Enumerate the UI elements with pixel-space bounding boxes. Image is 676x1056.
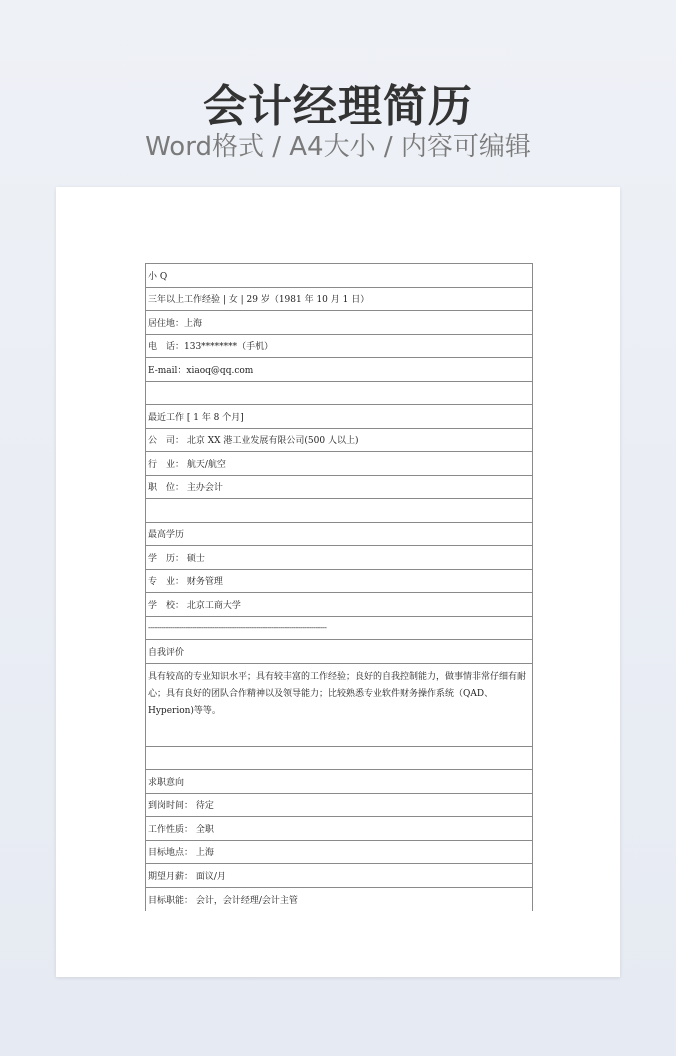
resume-row-email: E-mail：xiaoq@qq.com [146, 358, 532, 382]
resume-row-self-evaluation-heading: 自我评价 [146, 640, 532, 664]
resume-row-school: 学 校： 北京工商大学 [146, 593, 532, 617]
resume-row-position: 职 位： 主办会计 [146, 476, 532, 500]
resume-row-job-type: 工作性质： 全职 [146, 817, 532, 841]
resume-row-expected-salary: 期望月薪： 面议/月 [146, 864, 532, 888]
page-subtitle: Word格式 / A4大小 / 内容可编辑 [145, 132, 531, 162]
resume-row-start-time: 到岗时间： 待定 [146, 794, 532, 818]
resume-row-name: 小 Q [146, 264, 532, 288]
resume-row-industry: 行 业： 航天/航空 [146, 452, 532, 476]
resume-row-experience-summary: 三年以上工作经验 | 女 | 29 岁（1981 年 10 月 1 日） [146, 288, 532, 312]
resume-row-job-intention-heading: 求职意向 [146, 770, 532, 794]
resume-row-target-function: 目标职能： 会计，会计经理/会计主管 [148, 895, 298, 906]
resume-row-education-heading: 最高学历 [146, 523, 532, 547]
resume-row-blank [146, 747, 532, 771]
resume-row-residence: 居住地：上海 [146, 311, 532, 335]
resume-row-company: 公 司： 北京 XX 港工业发展有限公司(500 人以上) [146, 429, 532, 453]
resume-row-degree: 学 历： 硕士 [146, 546, 532, 570]
resume-row-recent-work: 最近工作 [ 1 年 8 个月] [146, 405, 532, 429]
resume-table [145, 263, 533, 911]
resume-row-blank [146, 499, 532, 523]
resume-row-blank [146, 382, 532, 406]
document-page [56, 187, 620, 977]
resume-row-target-location: 目标地点： 上海 [146, 841, 532, 865]
resume-row-divider: --------------------------------------------------------------------------------- [146, 617, 532, 641]
page-title: 会计经理简历 [203, 81, 473, 132]
resume-row-self-evaluation-text: 具有较高的专业知识水平；具有较丰富的工作经验；良好的自我控制能力，做事情非常仔细有耐心；具有良好的团队合作精神以及领导能力；比较熟悉专业软件财务操作系统（QAD、Hyperion)等等。 [146, 664, 532, 747]
resume-row-major: 专 业： 财务管理 [146, 570, 532, 594]
resume-row-phone: 电 话：133********（手机） [146, 335, 532, 359]
